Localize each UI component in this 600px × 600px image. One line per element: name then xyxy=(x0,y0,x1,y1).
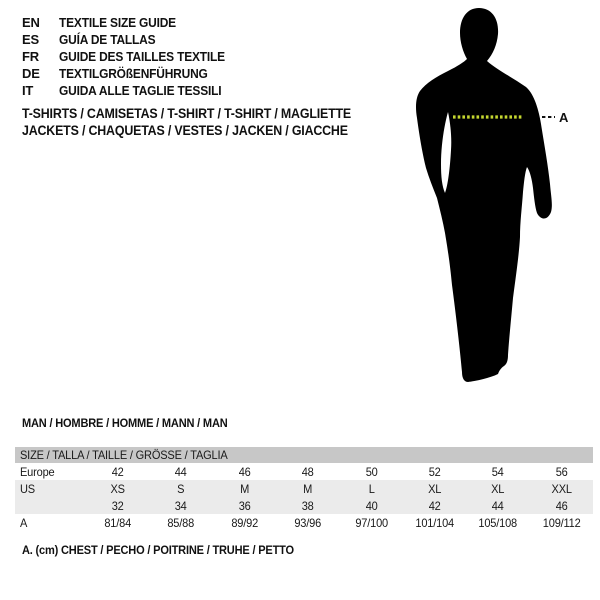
man-silhouette xyxy=(400,0,580,410)
size-cell: 32 xyxy=(111,498,124,513)
row-label: A xyxy=(20,515,28,530)
size-cell: S xyxy=(177,481,185,496)
size-cell: 48 xyxy=(301,464,314,479)
size-cell: XL xyxy=(491,481,505,496)
language-code: EN xyxy=(22,15,40,30)
guide-title: GUÍA DE TALLAS xyxy=(59,32,156,47)
size-cell: 46 xyxy=(555,498,568,513)
size-cell: 105/108 xyxy=(478,515,518,530)
size-cell: 40 xyxy=(365,498,378,513)
size-cell: 50 xyxy=(365,464,378,479)
row-label: Europe xyxy=(20,464,55,479)
language-row xyxy=(22,14,239,31)
size-cell: 42 xyxy=(428,498,441,513)
size-cell: 46 xyxy=(238,464,251,479)
guide-title: GUIDE DES TAILLES TEXTILE xyxy=(59,49,225,64)
table-row-numeric xyxy=(15,497,593,514)
size-cell: 93/96 xyxy=(294,515,322,530)
language-code: DE xyxy=(22,66,40,81)
language-row xyxy=(22,82,239,99)
size-cell: 109/112 xyxy=(542,515,581,530)
size-cell: XXL xyxy=(551,481,572,496)
language-code: FR xyxy=(22,49,39,64)
size-cell: 52 xyxy=(428,464,441,479)
size-cell: 101/104 xyxy=(415,515,454,530)
language-row xyxy=(22,31,239,48)
guide-title: GUIDA ALLE TAGLIE TESSILI xyxy=(59,83,222,98)
category-line-jackets: JACKETS / CHAQUETAS / VESTES / JACKEN / GIACCHE xyxy=(22,123,348,138)
size-cell: 54 xyxy=(491,464,504,479)
language-row xyxy=(22,48,239,65)
language-code: ES xyxy=(22,32,39,47)
guide-title: TEXTILGRÖßENFÜHRUNG xyxy=(59,66,208,81)
size-cell: 34 xyxy=(175,498,188,513)
size-cell: XL xyxy=(427,481,442,496)
language-row xyxy=(22,65,239,82)
size-cell: XS xyxy=(110,481,125,496)
guide-title: TEXTILE SIZE GUIDE xyxy=(59,15,176,30)
size-cell: M xyxy=(303,481,313,496)
table-row-europe xyxy=(15,463,593,480)
size-cell: 89/92 xyxy=(231,515,258,530)
size-cell: 44 xyxy=(491,498,504,513)
language-code: IT xyxy=(22,83,34,98)
size-cell: 44 xyxy=(175,464,188,479)
size-cell: 36 xyxy=(238,498,251,513)
size-cell: 85/88 xyxy=(167,515,195,530)
category-line-tshirts: T-SHIRTS / CAMISETAS / T-SHIRT / T-SHIRT / MAGLIETTE xyxy=(22,106,352,121)
table-row-us xyxy=(15,480,593,497)
measurement-footnote: A. (cm) CHEST / PECHO / POITRINE / TRUHE / PETTO xyxy=(22,543,294,557)
category-lines xyxy=(22,105,380,139)
size-cell: M xyxy=(239,481,249,496)
size-cell: 97/100 xyxy=(354,515,388,530)
size-cell: 56 xyxy=(555,464,568,479)
size-cell: L xyxy=(368,481,375,496)
man-silhouette-body xyxy=(416,8,552,382)
language-title-list xyxy=(22,14,239,99)
row-label: US xyxy=(20,481,35,496)
gender-heading: MAN / HOMBRE / HOMME / MANN / MAN xyxy=(22,416,228,430)
size-table-header: SIZE / TALLA / TAILLE / GRÖSSE / TAGLIA xyxy=(20,448,228,462)
size-cell: 42 xyxy=(111,464,124,479)
measure-label-a: A xyxy=(559,110,569,125)
size-cell: 81/84 xyxy=(104,515,132,530)
size-table-header-row xyxy=(15,447,593,463)
table-row-chest-a xyxy=(15,514,593,531)
size-table xyxy=(15,447,593,531)
size-cell: 38 xyxy=(301,498,314,513)
